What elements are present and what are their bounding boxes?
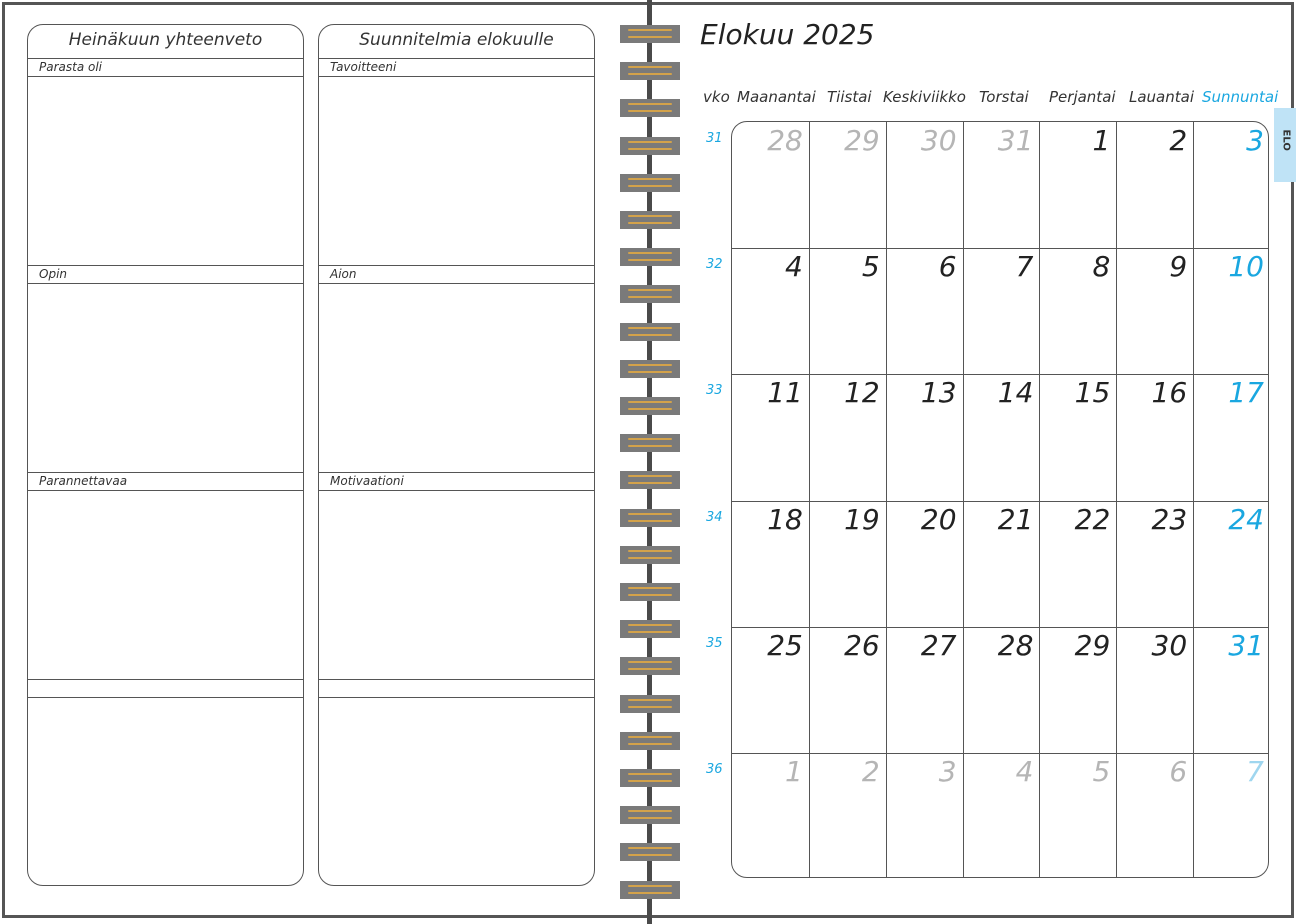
day-cell[interactable]: 27 — [920, 628, 957, 662]
ring-wire — [628, 222, 672, 224]
ring-wire — [628, 259, 672, 261]
panel-title: Heinäkuun yhteenveto — [68, 30, 263, 50]
ring-wire — [628, 364, 672, 366]
divider — [319, 58, 594, 59]
weekday-sunday: Sunnuntai — [1202, 88, 1279, 106]
grid-row-line — [732, 753, 1268, 754]
week-number: 35 — [706, 635, 723, 651]
ring-wire — [628, 334, 672, 336]
day-cell[interactable]: 3 — [938, 754, 957, 788]
week-number: 36 — [706, 761, 723, 777]
day-cell[interactable]: 2 — [1169, 124, 1188, 157]
day-cell[interactable]: 29 — [844, 124, 880, 157]
section-label-motivation: Motivaationi — [330, 474, 404, 488]
ring-wire — [628, 401, 672, 403]
month-tab[interactable] — [1274, 108, 1296, 182]
ring-wire — [628, 668, 672, 670]
ring-wire — [628, 854, 672, 856]
day-cell[interactable]: 4 — [785, 250, 803, 284]
week-column-header: vko — [703, 88, 730, 106]
day-cell[interactable]: 30 — [1151, 628, 1188, 662]
divider — [28, 697, 303, 698]
ring-wire — [628, 289, 672, 291]
spiral-ring — [620, 211, 680, 229]
ring-wire — [628, 482, 672, 484]
day-cell[interactable]: 18 — [767, 502, 803, 536]
grid-row-line — [732, 627, 1268, 628]
section-label-best: Parasta oli — [39, 60, 103, 74]
ring-wire — [628, 885, 672, 887]
ring-wire — [628, 408, 672, 410]
ring-wire — [628, 810, 672, 812]
day-cell[interactable]: 26 — [844, 628, 880, 662]
ring-wire — [628, 438, 672, 440]
week-number: 34 — [706, 509, 723, 525]
divider — [28, 283, 303, 284]
ring-wire — [628, 215, 672, 217]
spiral-ring — [620, 360, 680, 378]
week-number: 32 — [706, 257, 723, 273]
day-cell[interactable]: 7 — [1015, 250, 1034, 284]
panel-title: Suunnitelmia elokuulle — [359, 30, 554, 50]
ring-wire — [628, 743, 672, 745]
day-cell[interactable]: 4 — [1015, 754, 1034, 788]
day-cell[interactable]: 28 — [997, 628, 1034, 662]
ring-wire — [628, 29, 672, 31]
spiral-ring — [620, 509, 680, 527]
ring-wire — [628, 587, 672, 589]
day-cell[interactable]: 29 — [1074, 628, 1111, 662]
week-number: 31 — [706, 131, 723, 146]
day-cell[interactable]: 1 — [785, 754, 803, 788]
day-cell[interactable]: 20 — [920, 502, 957, 536]
day-cell[interactable]: 15 — [1074, 376, 1111, 410]
section-label-goals: Tavoitteeni — [330, 60, 397, 74]
day-cell[interactable]: 23 — [1151, 502, 1188, 536]
spiral-ring — [620, 137, 680, 155]
ring-wire — [628, 817, 672, 819]
spiral-ring — [620, 323, 680, 341]
day-cell[interactable]: 11 — [767, 376, 803, 410]
grid-column-line — [1039, 122, 1040, 877]
ring-wire — [628, 327, 672, 329]
day-cell[interactable]: 1 — [1092, 124, 1111, 157]
day-cell[interactable]: 22 — [1074, 502, 1111, 536]
spiral-ring — [620, 806, 680, 824]
weekday-wednesday: Keskiviikko — [883, 88, 966, 106]
ring-wire — [628, 624, 672, 626]
ring-wire — [628, 892, 672, 894]
spiral-ring — [620, 397, 680, 415]
july-summary-panel — [27, 24, 304, 886]
grid-column-line — [963, 122, 964, 877]
day-cell[interactable]: 31 — [997, 124, 1034, 157]
ring-wire — [628, 847, 672, 849]
divider — [319, 265, 594, 266]
day-cell[interactable]: 10 — [1228, 250, 1264, 284]
weekday-thursday: Torstai — [979, 88, 1029, 106]
day-cell[interactable]: 19 — [844, 502, 880, 536]
day-cell[interactable]: 12 — [844, 376, 880, 410]
section-label-learned: Opin — [39, 267, 68, 281]
ring-wire — [628, 475, 672, 477]
divider — [28, 58, 303, 59]
day-cell[interactable]: 17 — [1228, 376, 1264, 410]
ring-wire — [628, 520, 672, 522]
divider — [28, 265, 303, 266]
spiral-ring — [620, 471, 680, 489]
month-tab-label: ELO — [1280, 129, 1292, 151]
day-cell[interactable]: 8 — [1092, 250, 1111, 284]
divider — [28, 76, 303, 77]
ring-wire — [628, 252, 672, 254]
day-cell[interactable]: 24 — [1228, 502, 1264, 536]
divider — [319, 472, 594, 473]
ring-wire — [628, 73, 672, 75]
day-cell[interactable]: 28 — [767, 124, 803, 157]
spiral-ring — [620, 174, 680, 192]
ring-wire — [628, 594, 672, 596]
spiral-ring — [620, 62, 680, 80]
grid-column-line — [1193, 122, 1194, 877]
spiral-ring — [620, 248, 680, 266]
spiral-ring — [620, 732, 680, 750]
day-cell[interactable]: 30 — [920, 124, 957, 157]
ring-wire — [628, 66, 672, 68]
ring-wire — [628, 736, 672, 738]
weekday-saturday: Lauantai — [1129, 88, 1194, 106]
ring-wire — [628, 780, 672, 782]
spiral-ring — [620, 583, 680, 601]
spiral-ring — [620, 657, 680, 675]
ring-wire — [628, 103, 672, 105]
spiral-ring — [620, 434, 680, 452]
weekday-monday: Maanantai — [737, 88, 816, 106]
day-cell[interactable]: 21 — [997, 502, 1034, 536]
week-number: 33 — [706, 383, 723, 399]
day-cell[interactable]: 16 — [1151, 376, 1188, 410]
ring-wire — [628, 141, 672, 143]
divider — [28, 472, 303, 473]
day-cell[interactable]: 2 — [861, 754, 880, 788]
ring-wire — [628, 513, 672, 515]
day-cell[interactable]: 3 — [1246, 124, 1264, 157]
ring-wire — [628, 178, 672, 180]
weekday-friday: Perjantai — [1049, 88, 1116, 106]
spiral-ring — [620, 25, 680, 43]
divider — [319, 679, 594, 680]
grid-column-line — [1116, 122, 1117, 877]
spiral-ring — [620, 881, 680, 899]
divider — [28, 490, 303, 491]
ring-wire — [628, 631, 672, 633]
day-cell[interactable]: 14 — [997, 376, 1034, 410]
ring-wire — [628, 36, 672, 38]
ring-wire — [628, 110, 672, 112]
ring-wire — [628, 550, 672, 552]
grid-row-line — [732, 501, 1268, 502]
ring-wire — [628, 185, 672, 187]
section-label-improve: Parannettavaa — [39, 474, 128, 488]
grid-column-line — [886, 122, 887, 877]
ring-wire — [628, 148, 672, 150]
august-plans-panel — [318, 24, 595, 886]
day-cell[interactable]: 5 — [861, 250, 880, 284]
day-cell[interactable]: 6 — [938, 250, 957, 284]
section-label-intend: Aion — [330, 267, 357, 281]
spiral-ring — [620, 546, 680, 564]
day-cell[interactable]: 6 — [1169, 754, 1188, 788]
spiral-ring — [620, 99, 680, 117]
grid-row-line — [732, 374, 1268, 375]
weekday-tuesday: Tiistai — [827, 88, 872, 106]
ring-wire — [628, 371, 672, 373]
spiral-ring — [620, 843, 680, 861]
ring-wire — [628, 706, 672, 708]
spiral-ring — [620, 695, 680, 713]
divider — [319, 283, 594, 284]
day-cell[interactable]: 25 — [767, 628, 803, 662]
spiral-ring — [620, 620, 680, 638]
day-cell[interactable]: 9 — [1169, 250, 1188, 284]
spiral-ring — [620, 285, 680, 303]
ring-wire — [628, 296, 672, 298]
grid-column-line — [809, 122, 810, 877]
month-grid — [731, 121, 1269, 878]
divider — [319, 697, 594, 698]
grid-row-line — [732, 248, 1268, 249]
ring-wire — [628, 699, 672, 701]
day-cell[interactable]: 7 — [1246, 754, 1264, 788]
month-title: Elokuu 2025 — [700, 18, 875, 51]
spiral-ring — [620, 769, 680, 787]
divider — [319, 76, 594, 77]
divider — [28, 679, 303, 680]
day-cell[interactable]: 5 — [1092, 754, 1111, 788]
ring-wire — [628, 773, 672, 775]
divider — [319, 490, 594, 491]
ring-wire — [628, 661, 672, 663]
ring-wire — [628, 557, 672, 559]
day-cell[interactable]: 31 — [1228, 628, 1264, 662]
ring-wire — [628, 445, 672, 447]
day-cell[interactable]: 13 — [920, 376, 957, 410]
